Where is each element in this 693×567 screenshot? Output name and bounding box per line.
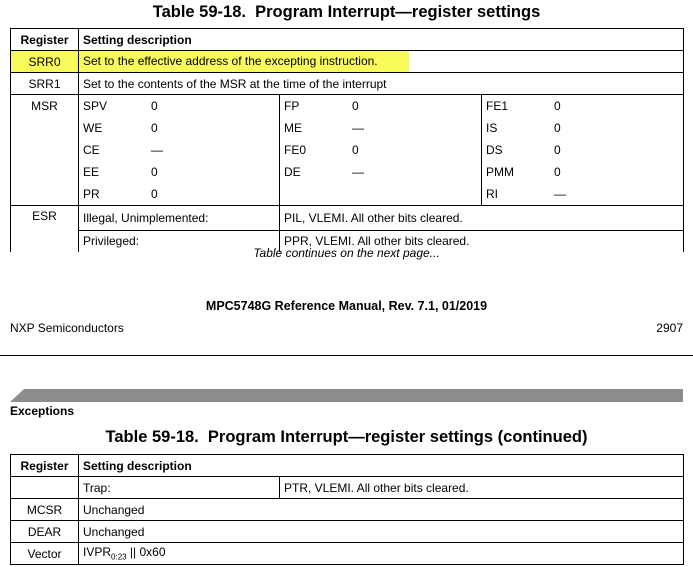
msr-bit: PMM 0 xyxy=(486,165,561,179)
register-cell: MSR xyxy=(11,95,79,206)
register-settings-table-continued xyxy=(10,454,684,565)
msr-column-b xyxy=(280,95,482,206)
register-cell-empty xyxy=(11,477,79,499)
msr-column-c xyxy=(482,95,684,206)
msr-bit: IS 0 xyxy=(486,121,561,135)
table-row-dear xyxy=(11,521,684,543)
register-cell: Vector xyxy=(11,543,79,565)
header-register: Register xyxy=(11,455,79,477)
msr-bit: FE0 0 xyxy=(284,143,359,157)
register-cell: DEAR xyxy=(11,521,79,543)
esr-cause-cell: Privileged: xyxy=(79,230,280,252)
msr-bit: WE 0 xyxy=(83,121,158,135)
esr-bits-cell: PTR, VLEMI. All other bits cleared. xyxy=(280,477,684,499)
msr-column-a xyxy=(79,95,280,206)
header-register: Register xyxy=(11,29,79,51)
table-header-row xyxy=(11,455,684,477)
page-number: 2907 xyxy=(656,321,683,335)
msr-bit: FP 0 xyxy=(284,99,359,113)
table-row-srr0 xyxy=(11,51,684,73)
table-continues-note: Table continues on the next page... xyxy=(253,246,440,260)
description-cell: $IVPR_{0:23}$ || 0x60 xyxy=(79,543,684,565)
msr-bit: SPV 0 xyxy=(83,99,158,113)
esr-bits-cell: PIL, VLEMI. All other bits cleared. xyxy=(280,206,684,231)
header-setting-description: Setting description xyxy=(79,455,684,477)
description-cell: Unchanged xyxy=(79,499,684,521)
table-row-srr1 xyxy=(11,73,684,95)
register-cell: MCSR xyxy=(11,499,79,521)
esr-cause-cell: Illegal, Unimplemented: xyxy=(79,206,280,231)
register-cell: SRR1 xyxy=(11,73,79,95)
table-row-msr xyxy=(11,95,684,206)
table-row-esr-trap xyxy=(11,477,684,499)
section-label: Exceptions xyxy=(10,404,75,418)
page-footer-title: MPC5748G Reference Manual, Rev. 7.1, 01/2019 xyxy=(205,299,488,313)
table-title: Table 59-18. Program Interrupt—register settings xyxy=(152,3,541,21)
esr-cause-cell: Trap: xyxy=(79,477,280,499)
table-row-esr xyxy=(11,206,684,231)
header-setting-description: Setting description xyxy=(79,29,684,51)
register-cell: ESR xyxy=(11,206,79,231)
msr-bit: PR 0 xyxy=(83,187,158,201)
msr-bit: DS 0 xyxy=(486,143,561,157)
msr-bit: CE — xyxy=(83,143,163,157)
description-cell: Set to the contents of the MSR at the time of the interrupt xyxy=(79,73,684,95)
msr-bit: ME — xyxy=(284,121,364,135)
footer-company: NXP Semiconductors xyxy=(10,321,124,335)
table-row-mcsr xyxy=(11,499,684,521)
msr-bit: RI — xyxy=(486,187,566,201)
register-cell: SRR0 xyxy=(11,51,79,73)
description-cell: Unchanged xyxy=(79,521,684,543)
table-title-continued: Table 59-18. Program Interrupt—register settings (continued) xyxy=(105,428,588,446)
msr-bit: FE1 0 xyxy=(486,99,561,113)
msr-bit: EE 0 xyxy=(83,165,158,179)
description-cell xyxy=(79,51,684,73)
msr-bit: DE — xyxy=(284,165,364,179)
highlighted-text: Set to the effective address of the excepting instruction. xyxy=(79,51,409,72)
table-row-vector xyxy=(11,543,684,565)
msr-bit xyxy=(284,183,481,205)
register-settings-table xyxy=(10,28,684,252)
section-bar-shape xyxy=(10,389,683,402)
table-header-row xyxy=(11,29,684,51)
page-separator xyxy=(0,355,693,356)
section-header-bar xyxy=(10,389,683,402)
esr-bits-cell: PPR, VLEMI. All other bits cleared. xyxy=(280,230,684,252)
